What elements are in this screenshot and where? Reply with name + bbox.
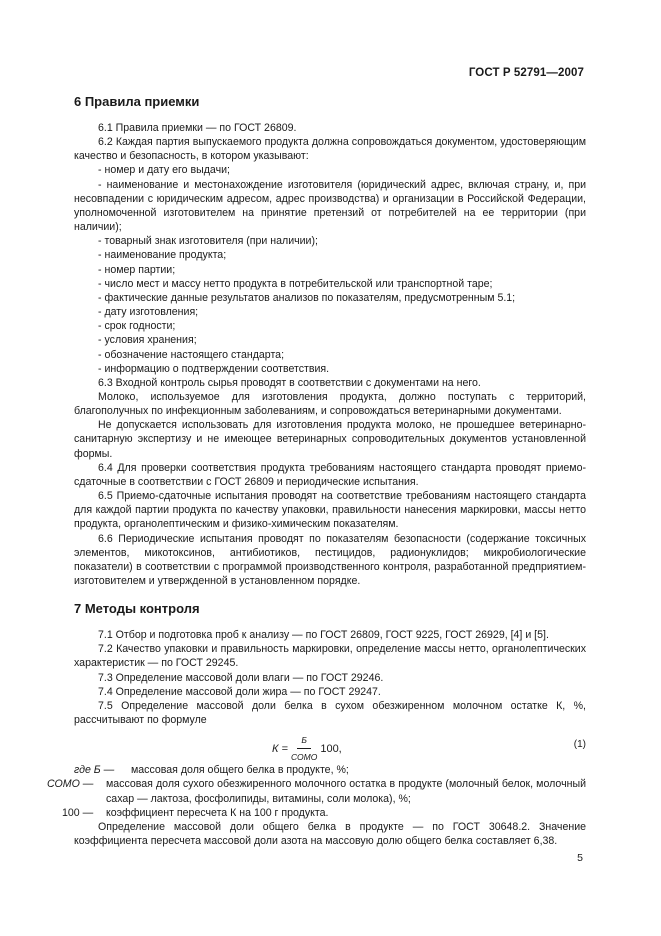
list-item: - дату изготовления;: [98, 306, 199, 319]
paragraph-7-3: 7.3 Определение массовой доли влаги — по ГОСТ 29246.: [98, 671, 384, 684]
list-item: - информацию о подтверждении соответствия.: [98, 362, 330, 375]
page-number: 5: [577, 852, 583, 864]
paragraph-6-2: 6.2 Каждая партия выпускаемого продукта должна сопровождаться документом, удостоверяющим качество и безопасность, в котором указывают:: [74, 136, 586, 163]
formula: [272, 733, 342, 764]
paragraph-7-4: 7.4 Определение массовой доли жира — по ГОСТ 29247.: [98, 685, 381, 698]
list-item: - номер партии;: [98, 263, 176, 276]
paragraph-milk-restriction: Не допускается использовать для изготовления продукта молоко, не прошедшее ветеринарно-санитарную экспертизу и не имеющее ветеринарных сопроводительных документов установленной формы.: [74, 419, 586, 460]
formula-multiplier: 100,: [320, 742, 342, 755]
list-item: - номер и дату его выдачи;: [98, 164, 230, 177]
list-item: - наименование продукта;: [98, 249, 227, 262]
definition-item: [74, 763, 586, 777]
paragraph-7-2: 7.2 Качество упаковки и правильность маркировки, определение массы нетто, органолептических характеристик — по ГОСТ 29245.: [74, 643, 586, 670]
formula-block: [74, 729, 586, 761]
paragraph-6-4: 6.4 Для проверки соответствия продукта требованиям настоящего стандарта проводят приемо-сдаточные в соответствии с ГОСТ 26809 и периодические испытания.: [74, 461, 586, 488]
paragraph-6-1: 6.1 Правила приемки — по ГОСТ 26809.: [98, 122, 297, 134]
definition-item: [47, 777, 586, 805]
paragraph-7-5: 7.5 Определение массовой доли белка в сухом обезжиренном молочном остатке К, %, рассчитывают по формуле: [74, 699, 586, 727]
list-item: - срок годности;: [98, 320, 176, 333]
definition-term: 100 —: [62, 806, 94, 819]
document-header: ГОСТ Р 52791—2007: [468, 67, 584, 79]
document-body: [47, 94, 586, 848]
paragraph-6-3: 6.3 Входной контроль сырья проводят в соответствии с документами на него.: [98, 376, 481, 389]
formula-numerator: Б: [297, 733, 311, 749]
paragraph-6-5: 6.5 Приемо-сдаточные испытания проводят на соответствие требованиям настоящего стандарта для каждой партии продукта по качеству упаковки, правильности нанесения маркировки, массы нетто продукта, органолептическим и физико-химическим показателям.: [74, 490, 586, 531]
list-item: - товарный знак изготовителя (при наличии);: [98, 235, 318, 248]
formula-denominator: СОМО: [290, 752, 318, 763]
paragraph-milk: Молоко, используемое для изготовления продукта, должно поступать с территорий, благополучных по инфекционным заболеваниям, и сопровождаться ветеринарными документами.: [74, 390, 586, 418]
paragraph-protein: Определение массовой доли общего белка в продукте — по ГОСТ 30648.2. Значение коэффициента пересчета массовой доли азота на массовую долю общего белка составляет 6,38.: [74, 820, 586, 848]
list-item: - число мест и массу нетто продукта в потребительской или транспортной таре;: [98, 277, 493, 290]
paragraph-6-6: 6.6 Периодические испытания проводят по показателям безопасности (содержание токсичных элементов, микотоксинов, антибиотиков, пестицидов, радионуклидов; микробиологические показатели) в соответствии с программой производственного контроля, разработанной предприятием-изготовителем и утвержденной в установленном порядке.: [74, 532, 586, 587]
paragraph-7-1: 7.1 Отбор и подготовка проб к анализу — по ГОСТ 26809, ГОСТ 9225, ГОСТ 26929, [4] и [5].: [98, 629, 549, 642]
definition-term: СОМО —: [47, 778, 94, 791]
definition-desc: коэффициент пересчета К на 100 г продукта.: [106, 806, 329, 819]
section-7-title: 7 Методы контроля: [74, 601, 200, 617]
formula-number: (1): [573, 739, 586, 751]
list-item: - наименование и местонахождение изготовителя (юридический адрес, включая страну, и, при несовпадении с юридическим адресом, адрес производства) и организации в Российской Федерации, уполномоченной изготовителем на принятие претензий от потребителей на ее территории (при наличии);: [74, 178, 586, 234]
section-6-title: 6 Правила приемки: [74, 94, 200, 109]
formula-fraction: [291, 733, 317, 764]
list-item: - фактические данные результатов анализов по показателям, предусмотренным 5.1;: [98, 291, 516, 304]
definition-term: где Б —: [74, 764, 115, 777]
definition-item: [62, 806, 586, 820]
list-item: - обозначение настоящего стандарта;: [98, 348, 285, 361]
definition-desc: массовая доля сухого обезжиренного молочного остатка в продукте (молочный белок, молочный сахар — лактоза, фосфолипиды, витамины, соли молока), %;: [106, 778, 586, 805]
list-item: - условия хранения;: [98, 334, 197, 347]
formula-lhs: К =: [272, 742, 288, 755]
definition-desc: массовая доля общего белка в продукте, %;: [131, 764, 349, 777]
